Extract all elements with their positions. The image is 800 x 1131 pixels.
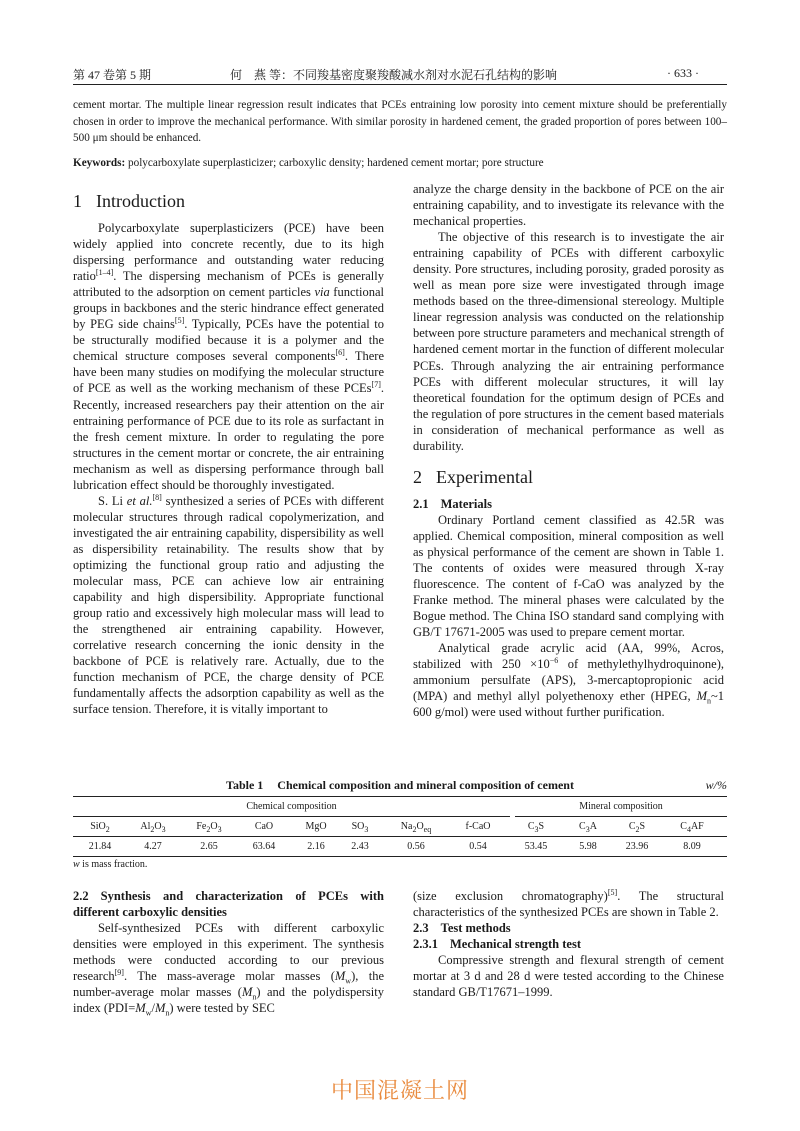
section-1-heading: 1 Introduction xyxy=(73,191,185,211)
table-group-rule-chemical xyxy=(73,816,510,817)
table-header-cell: $C_4AF$ xyxy=(680,821,704,834)
table-header-cell: SiO$_2$ xyxy=(90,821,110,834)
table-cell: 5.98 xyxy=(579,841,597,852)
materials-paragraph-1: Ordinary Portland cement classified as 42.5R was applied. Chemical composition, mineral composition as well as physical performance of the cement are shown in Table 1. The contents of oxides were measured through X-ray fluorescence. The content of f-CaO was analyzed by the Franke method. The mineral phases were calculated by the Bogue method. The China ISO standard sand complying with GB/T 17671-2005 was used to prepare cement mortar. xyxy=(413,512,724,640)
section-2-heading: 2 Experimental xyxy=(413,466,533,487)
table-cell: 2.65 xyxy=(200,841,218,852)
table-cell: 63.64 xyxy=(252,841,276,852)
intro-paragraph-2-continued: analyze the charge density in the backbone of PCE on the air entraining capability, and to investigate its relevance with the mechanical properties. xyxy=(413,182,724,229)
section-2-3-1-heading: 2.3.1 Mechanical strength test xyxy=(413,937,581,952)
table-group-rule-mineral xyxy=(515,816,727,817)
table-header-cell: $C_3A$ xyxy=(579,821,597,834)
table-cell: 0.56 xyxy=(407,841,425,852)
intro-paragraph-1: Polycarboxylate superplasticizers (PCE) have been widely applied into concrete recently, due to its high dispersing performance and outstanding water reducing ratio[1–4]. The dispersing mechanism of PCEs is generally attributed to the adsorption on cement particles via functional groups in backbones and the steric hindrance effect generated by PEG side chains[5]. Typically, PCEs have the potential to be structurally modified because it is a polymer and the chemical structure composes several components[6]. There have been many studies on modifying the molecular structure of PCE as well as the working mechanism of these PCEs[7]. Recently, increased researchers pay their attention on the air entraining performance of PCE due to its role as surfactant in the fresh cement mixture. In order to regulating the pore structures in the cement mortar or concrete, the air entraining mechanism as well as dispersing performance through ball lubrication effect should be thoroughly investigated. xyxy=(73,221,385,492)
keywords-label: Keywords: xyxy=(73,157,126,169)
header-rule xyxy=(73,84,727,85)
intro-paragraph-2: S. Li et al.[8] synthesized a series of PCEs with different molecular structures through radical copolymerization, and investigated the air entraining capability, dispersibility as well as dispersibility retainability. The results show that by optimizing the functional group ratio and adjusting the molecular mass, PCE can achieve low air entraining capability and high dispersibility. Appropriate functional group ratio and excessively high molecular mass will lead to the strengthened air entraining capability. However, correlative research concerning the ionic density in the backbone of PCE is relatively rare. Actually, due to the function mechanism of PCE, the charge density of PCE fundamentally affects the adsorption capability as well as the surface tension. Therefore, it is vitally important to xyxy=(73,492,385,717)
table-cell: 0.54 xyxy=(469,841,487,852)
table-cell: 8.09 xyxy=(683,841,701,852)
table-cell: 4.27 xyxy=(144,841,162,852)
section-2-3-heading: 2.3 Test methods xyxy=(413,921,511,936)
keywords-text: polycarboxylate superplasticizer; carboxylic density; hardened cement mortar; pore structure xyxy=(128,157,544,169)
left-column-bottom xyxy=(73,888,384,1016)
table-cell: 23.96 xyxy=(625,841,649,852)
table-cell: 2.43 xyxy=(351,841,369,852)
keywords xyxy=(73,155,727,171)
right-column-bottom xyxy=(413,888,724,1000)
abstract-tail: cement mortar. The multiple linear regression result indicates that PCEs entraining low porosity into cement mixture should be preferentially chosen in order to improve the mechanical performance. With similar porosity in hardened cement, the graded proportion of pores between 100–500 μm should be enhanced. xyxy=(73,99,727,144)
table-header-cell: MgO xyxy=(305,821,327,832)
synthesis-paragraph-continued: (size exclusion chromatography)[5]. The structural characteristics of the synthesized PCEs are shown in Table 2. xyxy=(413,887,724,920)
table-cell: 21.84 xyxy=(88,841,112,852)
table-header-cell: CaO xyxy=(254,821,274,832)
section-2-2-heading: 2.2 Synthesis and characterization of PCEs with different carboxylic densities xyxy=(73,889,384,920)
journal-volume: 第 47 卷第 5 期 xyxy=(73,68,152,82)
table-1-note: w is mass fraction. xyxy=(73,859,148,870)
table-cell: 53.45 xyxy=(524,841,548,852)
table-bottom-rule xyxy=(73,856,727,857)
table-header-cell: $Na_2O_{eq}$ xyxy=(400,821,432,834)
synthesis-paragraph: Self-synthesized PCEs with different carboxylic densities were employed in this experiment. The synthesis methods were conducted according to our previous research[9]. The mass-average molar masses $(M_w)$, the number-average molar masses $(M_n)$ and the polydispersity index $(PDI=M_w/M_n)$ were tested by SEC xyxy=(73,921,384,1018)
mechanical-test-paragraph: Compressive strength and flexural strength of cement mortar at 3 d and 28 d were tested according to the Chinese standard GB/T17671–1999. xyxy=(413,953,724,1000)
table-cell: 2.16 xyxy=(307,841,325,852)
table-mid-rule xyxy=(73,836,727,837)
running-title: 何 燕 等：不同羧基密度聚羧酸减水剂对水泥石孔结构的影响 xyxy=(230,68,558,82)
table-header-cell: f-CaO xyxy=(465,821,491,832)
page-number: · 633 · xyxy=(667,66,699,80)
materials-paragraph-2: Analytical grade acrylic acid (AA, 99%, Acros, stabilized with $250 \times 10^{-6}$ of methylethylhydroquinone), ammonium persulfate (APS), 3-mercaptopropionic acid (MPA) and methyl allyl polyethenoxy ether (HPEG, $M_n\sim 1$ 600 g/mol) were used without further purification. xyxy=(413,641,724,720)
table-header-cell: $C_2S$ xyxy=(628,821,646,834)
table-top-rule xyxy=(73,796,727,797)
left-column-top xyxy=(73,190,384,717)
section-2-1-heading: 2.1 Materials xyxy=(413,496,492,511)
table-header-cell: $C_3S$ xyxy=(527,821,545,834)
table-1-title: Chemical composition and mineral composition of cement xyxy=(277,778,574,792)
table-group-mineral: Mineral composition xyxy=(579,801,663,812)
intro-paragraph-3: The objective of this research is to investigate the air entraining capability of PCEs with different carboxylic density. Pore structures, including porosity, graded porosity as well as mean pore size were investigated through image methods based on the three-dimensional stereology. Multiple linear regression analysis was conducted on the relationship between pore structure parameters and mechanical strength of hardened cement mortar in the function of different molecular PCEs. Through analyzing the air entraining performance PCEs with different molecular structures, it will lay theoretical foundation for the optimum design of PCEs and the regulation of pore structures in the cement based materials in consideration of mechanical performance as well as durability. xyxy=(413,230,724,453)
table-1-unit: w/% xyxy=(705,778,727,792)
table-header-cell: $Fe_2O_3$ xyxy=(196,821,222,834)
right-column-top xyxy=(413,181,724,720)
watermark-logo: 中国混凝土网 xyxy=(330,1079,469,1104)
table-header-cell: $SO_3$ xyxy=(351,821,369,834)
table-group-chemical: Chemical composition xyxy=(246,801,337,812)
table-1-label: Table 1 xyxy=(226,778,264,792)
table-header-cell: $Al_2O_3$ xyxy=(140,821,166,834)
